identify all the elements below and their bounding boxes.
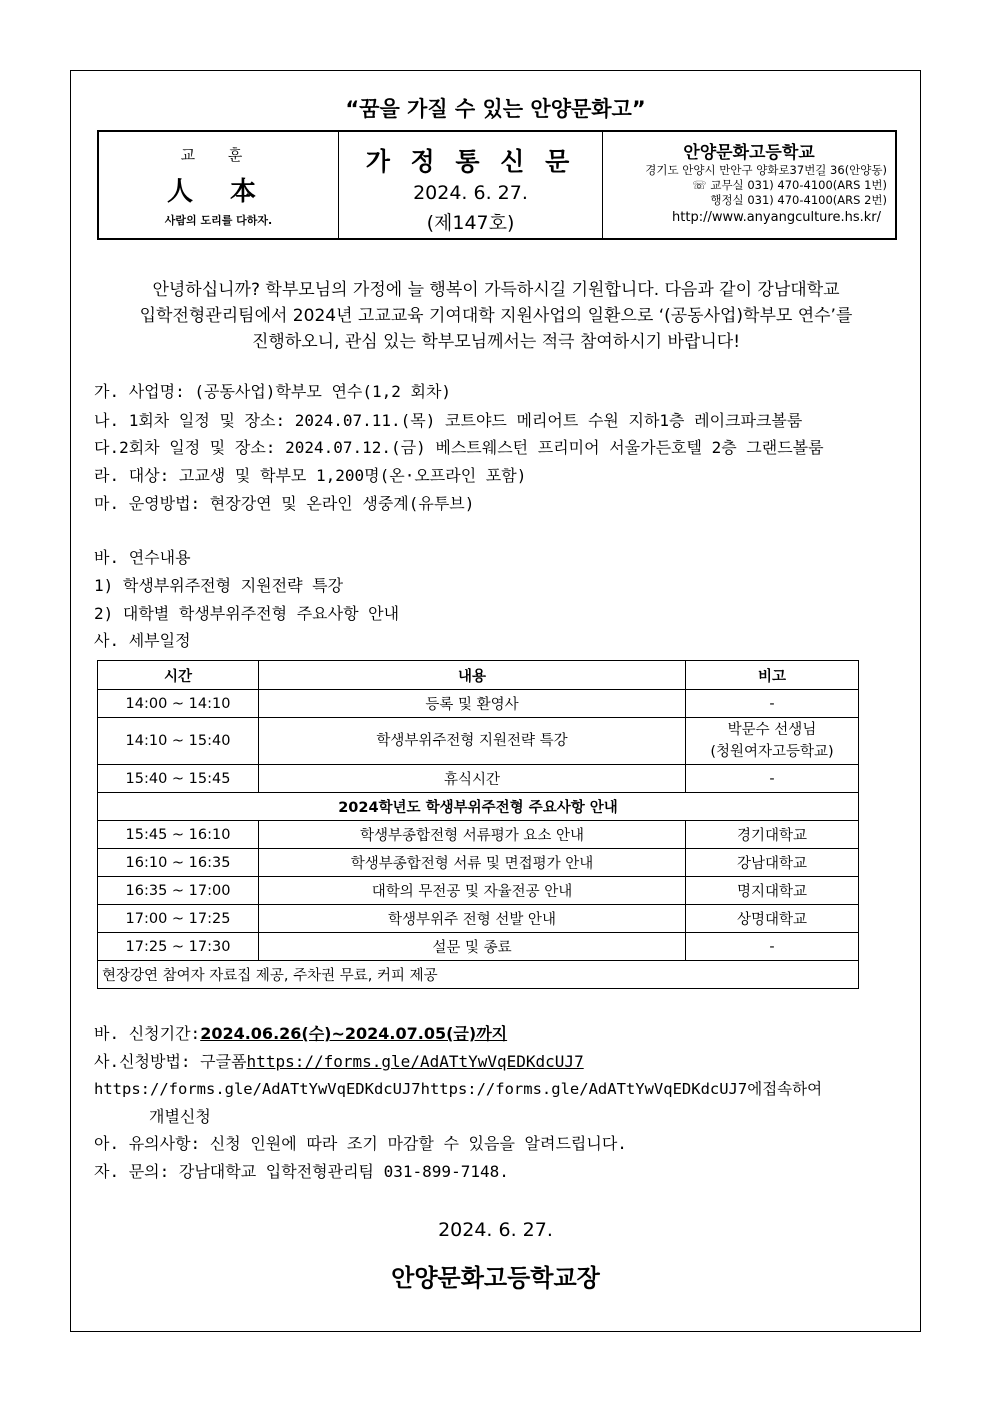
time-cell: 14:10 ~ 15:40 <box>98 718 259 765</box>
note-cell: 경기대학교 <box>686 821 859 849</box>
note-cell: - <box>686 690 859 718</box>
item-method: 마. 운영방법: 현장강연 및 온라인 생중계(유투브) <box>94 494 475 513</box>
header-note: 비고 <box>686 661 859 690</box>
newsletter-title-cell <box>339 132 603 238</box>
note-cell <box>686 718 859 765</box>
content-cell: 학생부종합전형 서류평가 요소 안내 <box>259 821 686 849</box>
school-info-cell <box>603 132 895 238</box>
item-project-name: 가. 사업명: (공동사업)학부모 연수(1,2 회차) <box>94 382 452 401</box>
table-row <box>98 877 859 905</box>
time-cell: 16:35 ~ 17:00 <box>98 877 259 905</box>
footnote-row <box>98 961 859 989</box>
time-cell: 17:00 ~ 17:25 <box>98 905 259 933</box>
apply-method-urls[interactable]: https://forms.gle/AdATtYwVqEDKdcUJ7https://forms.gle/AdATtYwVqEDKdcUJ7에접속하여 <box>94 1080 823 1098</box>
time-cell: 16:10 ~ 16:35 <box>98 849 259 877</box>
newsletter-date: 2024. 6. 27. <box>413 182 528 204</box>
contact-line: 자. 문의: 강남대학교 입학전형관리팀 031-899-7148. <box>94 1162 509 1181</box>
item-content-2: 2) 대학별 학생부위주전형 주요사항 안내 <box>94 604 400 623</box>
school-address: 경기도 안양시 만안구 양화로37번길 36(안양동) <box>645 163 887 177</box>
creed-label: 교 훈 <box>180 146 257 164</box>
note-line: 박문수 선생님 <box>727 722 817 738</box>
note-cell: 상명대학교 <box>686 905 859 933</box>
note-cell: - <box>686 765 859 793</box>
table-row <box>98 821 859 849</box>
item-content-1: 1) 학생부위주전형 지원전략 특강 <box>94 576 344 595</box>
signature-name: 안양문화고등학교장 <box>391 1264 600 1292</box>
school-url[interactable]: http://www.anyangculture.hs.kr/ <box>672 210 881 225</box>
footnote-cell: 현장강연 참여자 자료집 제공, 주차권 무료, 커피 제공 <box>98 961 859 989</box>
phone-office: ☏ 교무실 031) 470-4100(ARS 1번) <box>692 178 887 192</box>
school-name: 안양문화고등학교 <box>683 143 815 163</box>
item-session2: 다.2회차 일정 및 장소: 2024.07.12.(금) 베스트웨스턴 프리미어 서울가든호텔 2층 그랜드볼룸 <box>94 438 824 457</box>
item-target: 라. 대상: 고교생 및 학부모 1,200명(온·오프라인 포함) <box>94 466 527 485</box>
apply-method-label: 사.신청방법: 구글폼 <box>94 1052 247 1071</box>
signature-date: 2024. 6. 27. <box>438 1219 553 1241</box>
item-session1: 나. 1회차 일정 및 장소: 2024.07.11.(목) 코트야드 메리어트 수원 지하1층 레이크파크볼룸 <box>94 411 803 430</box>
content-cell: 학생부위주전형 지원전략 특강 <box>259 718 686 765</box>
apply-period-value: 2024.06.26(수)~2024.07.05(금)까지 <box>200 1024 508 1043</box>
table-row <box>98 718 859 765</box>
note-cell: 강남대학교 <box>686 849 859 877</box>
table-row <box>98 905 859 933</box>
content-cell: 휴식시간 <box>259 765 686 793</box>
creed-main: 人 本 <box>166 177 271 207</box>
note-cell: - <box>686 933 859 961</box>
time-cell: 15:40 ~ 15:45 <box>98 765 259 793</box>
content-cell: 학생부종합전형 서류 및 면접평가 안내 <box>259 849 686 877</box>
note-line: (청원여자고등학교) <box>710 744 834 760</box>
table-row <box>98 690 859 718</box>
intro-line: 진행하오니, 관심 있는 학부모님께서는 적극 참여하시기 바랍니다! <box>251 332 741 352</box>
intro-paragraph <box>91 277 901 355</box>
section-title: 2024학년도 학생부위주전형 주요사항 안내 <box>98 793 859 821</box>
newsletter-number: (제147호) <box>426 212 515 234</box>
newsletter-header <box>97 130 897 240</box>
school-motto: “꿈을 가질 수 있는 안양문화고” <box>345 97 646 121</box>
school-creed-cell <box>99 132 339 238</box>
note-cell: 명지대학교 <box>686 877 859 905</box>
apply-period <box>94 1021 507 1044</box>
table-header-row <box>98 661 859 690</box>
table-row <box>98 933 859 961</box>
header-time: 시간 <box>98 661 259 690</box>
document-frame <box>70 70 921 1332</box>
schedule-table <box>97 660 859 989</box>
section-row <box>98 793 859 821</box>
content-cell: 설문 및 종료 <box>259 933 686 961</box>
creed-sub: 사람의 도리를 다하자. <box>164 214 273 227</box>
apply-method-tail: 개별신청 <box>149 1107 211 1126</box>
google-form-link[interactable]: https://forms.gle/AdATtYwVqEDKdcUJ7 <box>246 1052 584 1071</box>
apply-period-label: 바. 신청기간: <box>94 1024 201 1043</box>
intro-line: 안녕하십니까? 학부모님의 가정에 늘 행복이 가득하시길 기원합니다. 다음과 같이 강남대학교 <box>152 280 840 300</box>
notice-line: 아. 유의사항: 신청 인원에 따라 조기 마감할 수 있음을 알려드립니다. <box>94 1134 627 1153</box>
item-content: 바. 연수내용 <box>94 548 191 567</box>
table-row <box>98 765 859 793</box>
phone-admin: 행정실 031) 470-4100(ARS 2번) <box>710 193 887 207</box>
header-content: 내용 <box>259 661 686 690</box>
time-cell: 15:45 ~ 16:10 <box>98 821 259 849</box>
content-cell: 등록 및 환영사 <box>259 690 686 718</box>
time-cell: 14:00 ~ 14:10 <box>98 690 259 718</box>
item-schedule: 사. 세부일정 <box>94 631 191 650</box>
time-cell: 17:25 ~ 17:30 <box>98 933 259 961</box>
newsletter-title: 가 정 통 신 문 <box>365 147 576 176</box>
content-cell: 학생부위주 전형 선발 안내 <box>259 905 686 933</box>
intro-line: 입학전형관리팀에서 2024년 고교교육 기여대학 지원사업의 일환으로 ‘(공동사업)학부모 연수’를 <box>139 306 853 326</box>
apply-method <box>94 1049 584 1072</box>
table-row <box>98 849 859 877</box>
content-cell: 대학의 무전공 및 자율전공 안내 <box>259 877 686 905</box>
